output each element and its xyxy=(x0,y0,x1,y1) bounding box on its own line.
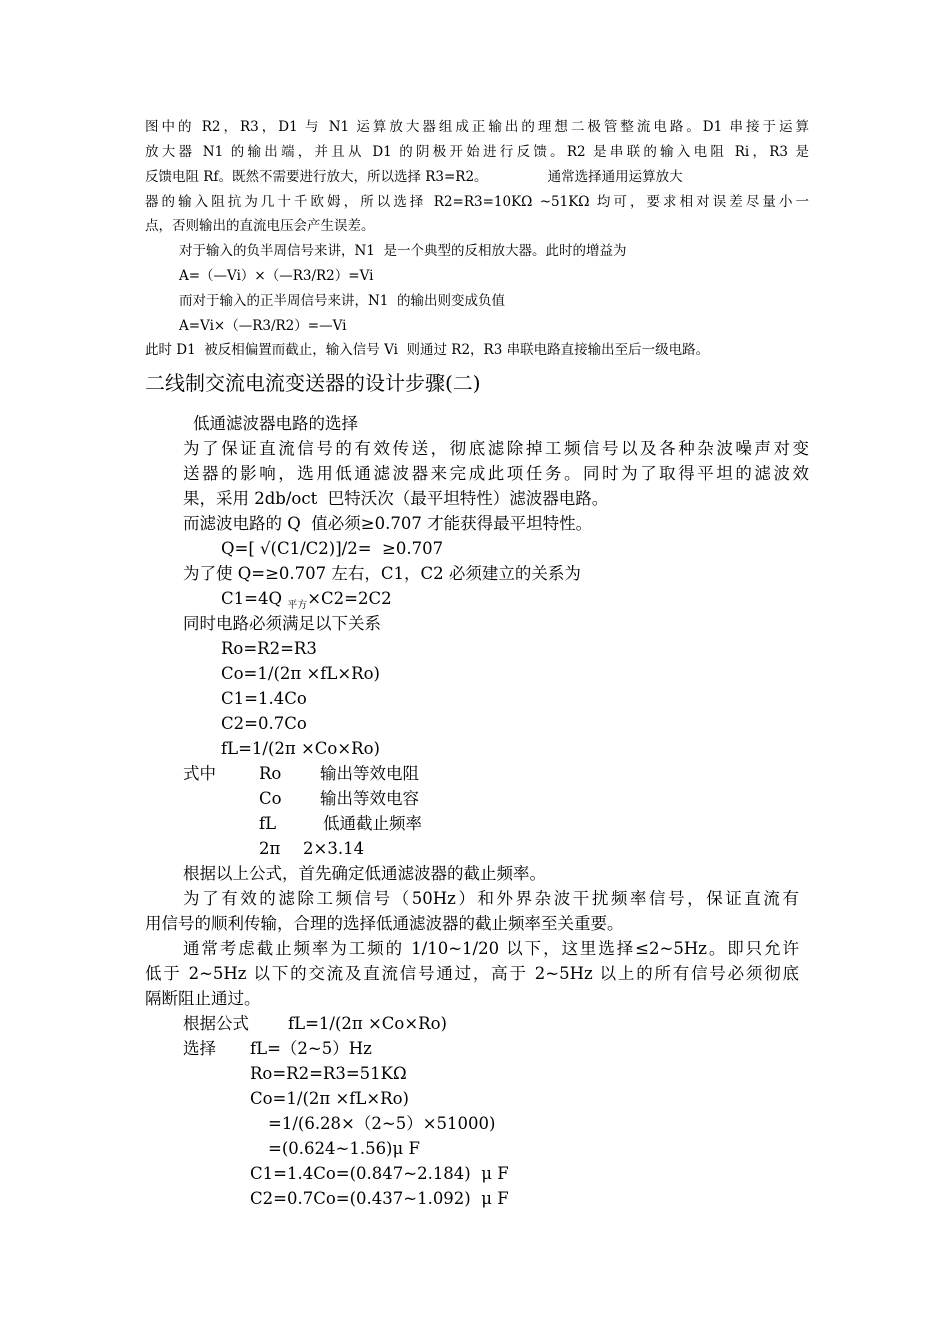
paragraph-line: 低于 2~5Hz 以下的交流及直流信号通过，高于 2~5Hz 以上的所有信号必须彻底 xyxy=(145,964,799,983)
equation: fL=1/(2π ×Co×Ro) xyxy=(288,1014,447,1033)
paragraph-line: 对于输入的负半周信号来讲，N1 是一个典型的反相放大器。此时的增益为 xyxy=(179,243,627,259)
equation: C2=0.7Co=(0.437~1.092) μ F xyxy=(250,1189,509,1208)
paragraph-line: 器的输入阻抗为几十千欧姆，所以选择 R2=R3=10KΩ ~51KΩ 均可，要求相对误差尽量小一 xyxy=(145,194,809,210)
equation: fL=1/(2π ×Co×Ro) xyxy=(221,739,380,758)
equation: =1/(6.28×（2~5）×51000) xyxy=(268,1114,496,1133)
equation: C1=1.4Co xyxy=(221,689,307,708)
equation: Q=[ √(C1/C2)]/2= ≥0.707 xyxy=(221,539,444,558)
paragraph-line: 放大器 N1 的输出端，并且从 D1 的阴极开始进行反馈。R2 是串联的输入电阻 Ri，R3 是 xyxy=(145,144,809,160)
equation-part: C1=4Q xyxy=(221,589,288,608)
paragraph-line: 为了有效的滤除工频信号（50Hz）和外界杂波干扰频率信号，保证直流有 xyxy=(183,889,799,908)
paragraph-line: 隔断阻止通过。 xyxy=(145,989,261,1008)
paragraph-line: 用信号的顺利传输，合理的选择低通滤波器的截止频率至关重要。 xyxy=(145,914,624,933)
where-symbol: Co xyxy=(259,789,282,808)
subsection-title: 低通滤波器电路的选择 xyxy=(193,414,358,433)
where-desc: 输出等效电阻 xyxy=(320,764,419,783)
subscript: 平方 xyxy=(287,600,308,611)
equation: Ro=R2=R3 xyxy=(221,639,317,658)
where-label: 式中 xyxy=(183,764,216,783)
paragraph-line: 而滤波电路的 Q 值必须≥0.707 才能获得最平坦特性。 xyxy=(183,514,593,533)
where-symbol: 2π xyxy=(259,839,281,858)
paragraph-line: 同时电路必须满足以下关系 xyxy=(183,614,381,633)
paragraph-line: 图中的 R2，R3，D1 与 N1 运算放大器组成正输出的理想二极管整流电路。D1 串接于运算 xyxy=(145,119,809,135)
paragraph-line: 根据以上公式，首先确定低通滤波器的截止频率。 xyxy=(183,864,546,883)
equation: fL=（2~5）Hz xyxy=(250,1039,372,1058)
equation: Co=1/(2π ×fL×Ro) xyxy=(221,664,380,683)
equation: =(0.624~1.56)μ F xyxy=(268,1139,420,1158)
where-desc: 2×3.14 xyxy=(303,839,365,858)
paragraph-line: 为了保证直流信号的有效传送，彻底滤除掉工频信号以及各种杂波噪声对变 xyxy=(183,439,809,458)
equation: A=Vi×（—R3/R2）=—Vi xyxy=(179,318,347,334)
equation xyxy=(221,591,392,611)
formula-label: 根据公式 xyxy=(183,1014,249,1033)
equation: Co=1/(2π ×fL×Ro) xyxy=(250,1089,409,1108)
where-symbol: Ro xyxy=(259,764,282,783)
equation: Ro=R2=R3=51KΩ xyxy=(250,1064,407,1083)
paragraph-line: 送器的影响，选用低通滤波器来完成此项任务。同时为了取得平坦的滤波效 xyxy=(183,464,809,483)
equation-part: ×C2=2C2 xyxy=(307,589,392,608)
paragraph-line: 此时 D1 被反相偏置而截止，输入信号 Vi 则通过 R2，R3 串联电路直接输出至后一级电路。 xyxy=(145,342,710,358)
equation: C2=0.7Co xyxy=(221,714,307,733)
equation: A=（—Vi）×（—R3/R2）=Vi xyxy=(179,268,374,284)
where-desc: 输出等效电容 xyxy=(320,789,419,808)
select-label: 选择 xyxy=(183,1039,216,1058)
paragraph-line: 反馈电阻 Rf。既然不需要进行放大，所以选择 R3=R2。 通常选择通用运算放大 xyxy=(145,169,683,185)
paragraph-line: 通常考虑截止频率为工频的 1/10~1/20 以下，这里选择≤2~5Hz。即只允许 xyxy=(183,939,799,958)
where-symbol: fL xyxy=(259,814,277,833)
section-title: 二线制交流电流变送器的设计步骤(二) xyxy=(145,371,481,395)
equation: C1=1.4Co=(0.847~2.184) μ F xyxy=(250,1164,509,1183)
paragraph-line: 果，采用 2db/oct 巴特沃次（最平坦特性）滤波器电路。 xyxy=(183,489,609,508)
where-desc: 低通截止频率 xyxy=(323,814,422,833)
paragraph-line: 为了使 Q=≥0.707 左右，C1，C2 必须建立的关系为 xyxy=(183,564,581,583)
paragraph-line: 而对于输入的正半周信号来讲，N1 的输出则变成负值 xyxy=(179,293,505,309)
paragraph-line: 点，否则输出的直流电压会产生误差。 xyxy=(145,218,375,234)
